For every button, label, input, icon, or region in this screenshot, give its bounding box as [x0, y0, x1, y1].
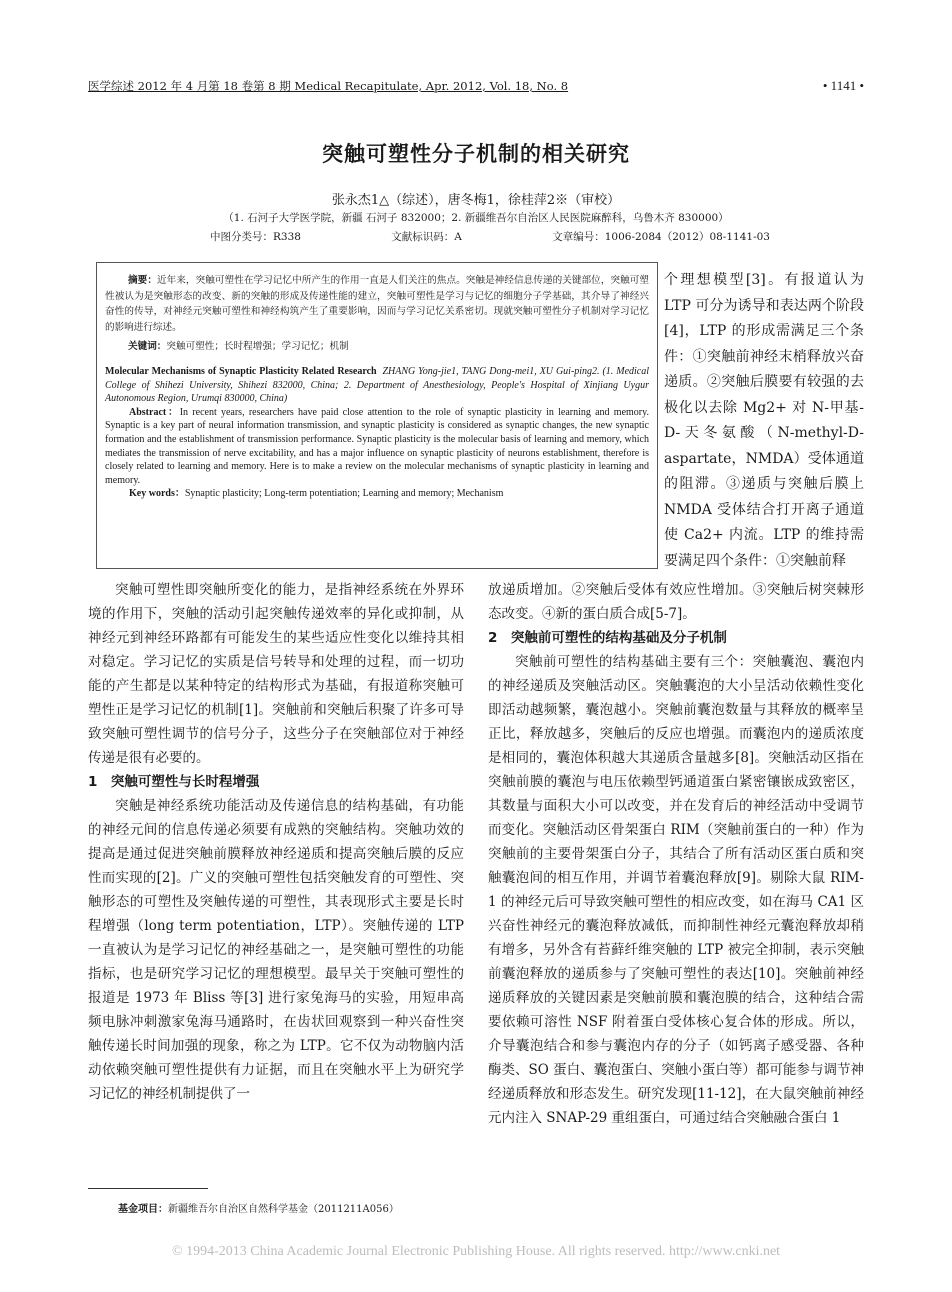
paragraph-ltp-model: 个理想模型[3]。有报道认为 LTP 可分为诱导和表达两个阶段[4]，LTP 的形成需满足三个条件：①突触前神经末梢释放兴奋递质。②突触后膜要有较强的去极化以去除 Mg2+ 对 N-甲基-D-天冬氨酸（N-methyl-D-aspartate，NMDA）受体通道的阻滞。③递质与突触后膜上 NMDA 受体结合打开离子通道使 Ca2+ 内流。LTP 的维持需要满足四个条件：①突触前释	[664, 272, 864, 569]
keywords-cn	[105, 339, 649, 355]
abstract-en-text: In recent years, researchers have paid close attention to the role of synaptic plasticity in learning and memory. Synaptic is a key part of neural information transmission, and synaptic plasticity is considered as synaptic changes, the new synaptic formation and the establishment of transmission performance. Synaptic plasticity is the molecular basis of learning and memory, which mediates the transmission of nerve excitability, and has a major influence on synaptic plasticity of neurons establishment, therefore is closely related to learning and memory. Here is to make a review on the molecular mechanisms of synaptic plasticity in learning and memory.	[105, 406, 649, 486]
paper-title: 突触可塑性分子机制的相关研究	[322, 142, 630, 166]
abstract-cn-label: 摘要：	[128, 275, 157, 286]
abstract-cn-text: 近年来，突触可塑性在学习记忆中所产生的作用一直是人们关注的焦点。突触是神经信息传递的关键部位，突触可塑性被认为是突触形态的改变、新的突触的形成及传递性能的建立，突触可塑性是学习与记忆的细胞分子学基础，其介导了神经兴奋性的传导，对神经元突触可塑性和神经构筑产生了重要影响，因而与学习记忆关系密切。现就突触可塑性分子机制对学习记忆的影响进行综述。	[105, 275, 650, 333]
running-header	[88, 78, 864, 94]
paragraph-ltp-maintenance: 放递质增加。②突触后受体有效应性增加。③突触后树突棘形态改变。④新的蛋白质合成[5-7]。	[488, 582, 864, 622]
abstract-cn	[105, 273, 649, 335]
abstract-en-title: Molecular Mechanisms of Synaptic Plasticity Related Research	[105, 365, 377, 377]
clc-number: 中图分类号：R338	[210, 231, 301, 243]
abstract-box	[96, 262, 658, 569]
keywords-cn-text: 突触可塑性；长时程增强；学习记忆；机制	[166, 341, 349, 353]
affiliations: （1. 石河子大学医学院，新疆 石河子 832000；2. 新疆维吾尔自治区人民医院麻醉科，乌鲁木齐 830000）	[223, 212, 729, 224]
paragraph-intro: 突触可塑性即突触所变化的能力，是指神经系统在外界环境的作用下，突触的活动引起突触传递效率的异化或抑制，从神经元到神经环路都有可能发生的某些适应性变化以维持其相对稳定。学习记忆的实质是信号转导和处理的过程，而一切功能的产生都是以某种特定的结构形式为基础，有报道称突触可塑性正是学习记忆的机制[1]。突触前和突触后积聚了许多可导致突触可塑性调节的信号分子，这些分子在突触部位对于神经传递是很有必要的。	[88, 582, 464, 766]
page-number: • 1141 •	[822, 78, 864, 93]
keywords-en	[105, 487, 649, 501]
body-left-column	[88, 578, 464, 1106]
footnote-text: 新疆维吾尔自治区自然科学基金（2011211A056）	[168, 1204, 399, 1215]
paragraph-section-1: 突触是神经系统功能活动及传递信息的结构基础，有功能的神经元间的信息传递必须要有成熟的突触结构。突触功效的提高是通过促进突触前膜释放神经递质和提高突触后膜的反应性而实现的[2]。广义的突触可塑性包括突触发育的可塑性、突触形态的可塑性及突触传递的可塑性，其表现形式主要是长时程增强（long term potentiation，LTP）。突触传递的 LTP 一直被认为是学习记忆的神经基础之一，是突触可塑性的功能指标，也是研究学习记忆的理想模型。最早关于突触可塑性的报道是 1973 年 Bliss 等[3] 进行家兔海马的实验，用短串高频电脉冲刺激家兔海马通路时，在齿状回观察到一种兴奋性突触传递长时间加强的现象，称之为 LTP。它不仅为动物脑内活动依赖突触可塑性提供有力证据，而且在突触水平上为研究学习记忆的神经机制提供了一	[88, 798, 464, 1102]
abstract-en-label: Abstract：	[129, 406, 180, 418]
article-number: 文章编号：1006-2084（2012）08-1141-03	[552, 231, 770, 243]
body-right-top	[664, 268, 864, 574]
authors: 张永杰1△（综述），唐冬梅1，徐桂萍2※（审校）	[331, 193, 621, 208]
footnote-rule	[88, 1188, 208, 1189]
abstract-en-authors: ZHANG Yong-jie1, TANG Dong-mei1, XU Gui-ping2. (1. Medical College of Shihezi University, Shihezi 832000, China; 2. Department of Anesthesiology, People's Hospital of Xinjiang Uygur Autonomous Region, Urumqi 830000, China)	[105, 365, 649, 405]
section-heading-2: 2 突触前可塑性的结构基础及分子机制	[488, 630, 727, 646]
paragraph-section-2: 突触前可塑性的结构基础主要有三个：突触囊泡、囊泡内的神经递质及突触活动区。突触囊泡的大小呈活动依赖性变化即活动越频繁，囊泡越小。突触前囊泡数量与其释放的概率呈正比，释放越多，突触后的反应也增强。而囊泡内的递质浓度是相同的，囊泡体积越大其递质含量越多[8]。突触活动区指在突触前膜的囊泡与电压依赖型钙通道蛋白紧密镶嵌成致密区，其数量与面积大小可以改变，并在发育后的神经活动中受调节而变化。突触活动区骨架蛋白 RIM（突触前蛋白的一种）作为突触前的主要骨架蛋白分子，其结合了所有活动区蛋白质和突触囊泡间的相互作用，并调节着囊泡释放[9]。剔除大鼠 RIM-1 的神经元后可导致突触可塑性的相应改变，如在海马 CA1 区兴奋性神经元的囊泡释放减低，而抑制性神经元囊泡释放却稍有增多，另外含有苔藓纤维突触的 LTP 被完全抑制，表示突触前囊泡释放的递质参与了突触可塑性的表达[10]。突触前神经递质释放的关键因素是突触前膜和囊泡膜的结合，这种结合需要依赖可溶性 NSF 附着蛋白受体核心复合体的形成。所以，介导囊泡结合和参与囊泡内存的分子（如钙离子感受器、各种酶类、SO 蛋白、囊泡蛋白、突触小蛋白等）都可能参与调节神经递质释放和形态发生。研究发现[11-12]，在大鼠突触前神经元内注入 SNAP-29 重组蛋白，可通过结合突触融合蛋白 1	[488, 654, 864, 1126]
abstract-en-heading	[105, 365, 649, 406]
abstract-en	[105, 406, 649, 488]
keywords-cn-label: 关键词：	[128, 341, 167, 353]
journal-citation: 医学综述 2012 年 4 月第 18 卷第 8 期 Medical Recapitulate, Apr. 2012, Vol. 18, No. 8	[88, 79, 569, 93]
keywords-en-text: Synaptic plasticity; Long-term potentiation; Learning and memory; Mechanism	[184, 488, 504, 500]
keywords-en-label: Key words：	[129, 488, 185, 500]
document-code: 文献标识码：A	[391, 231, 462, 243]
classification-line	[210, 229, 770, 244]
copyright-watermark: © 1994-2013 China Academic Journal Electronic Publishing House. All rights reserved. http://www.cnki.net	[171, 1244, 781, 1259]
footnote-label: 基金项目：	[118, 1204, 168, 1215]
body-right-column	[488, 578, 864, 1130]
funding-footnote	[118, 1200, 399, 1215]
section-heading-1: 1 突触可塑性与长时程增强	[88, 774, 260, 790]
